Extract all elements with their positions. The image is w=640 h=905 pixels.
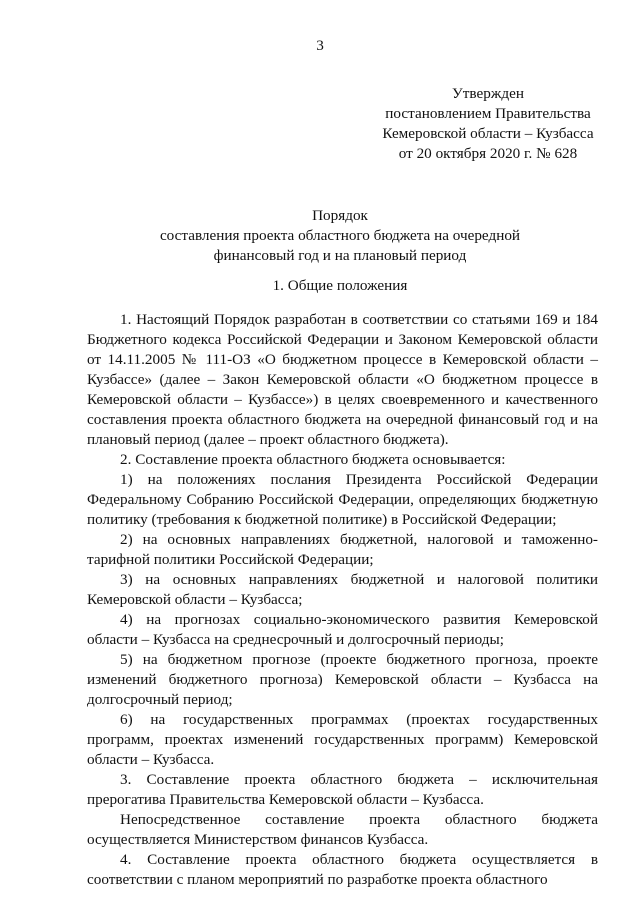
approval-line: постановлением Правительства: [385, 105, 591, 122]
paragraph: 4. Составление проекта областного бюджета осуществляется в соответствии с планом мероприятий по разработке проекта областного: [87, 851, 598, 888]
approval-block: [372, 84, 604, 164]
approval-line: Кемеровской области – Кузбасса: [382, 125, 594, 142]
document-title: [90, 206, 590, 266]
paragraph: 2. Составление проекта областного бюджета основывается:: [120, 451, 506, 468]
list-item: 1) на положениях послания Президента Российской Федерации Федеральному Собранию Российской Федерации, определяющих бюджетную политику (требования к бюджетной политике) в Российской Федерации;: [87, 471, 598, 528]
title-line: составления проекта областного бюджета на очередной: [159, 227, 521, 244]
list-item: 3) на основных направлениях бюджетной и налоговой политики Кемеровской области – Кузбасса;: [87, 571, 598, 608]
body-text: [87, 310, 598, 890]
title-line: финансовый год и на плановый период: [213, 247, 467, 264]
approval-line: Утвержден: [452, 85, 524, 102]
section-heading: 1. Общие положения: [272, 277, 408, 294]
list-item: 6) на государственных программах (проектах государственных программ, проектах изменений государственных программ) Кемеровской области – Кузбасса.: [87, 711, 598, 768]
paragraph: Непосредственное составление проекта областного бюджета осуществляется Министерством финансов Кузбасса.: [87, 811, 598, 848]
title-line: Порядок: [312, 207, 368, 224]
paragraph: 1. Настоящий Порядок разработан в соответствии со статьями 169 и 184 Бюджетного кодекса Российской Федерации и Законом Кемеровской области от 14.11.2005 № 111-ОЗ «О бюджетном процессе в Кемеровской области – Кузбассе» (далее – Закон Кемеровской области «О бюджетном процессе в Кемеровской области – Кузбассе») в целях своевременного и качественного составления проекта областного бюджета на очередной финансовый год и на плановый период (далее – проект областного бюджета).: [87, 311, 598, 448]
approval-line: от 20 октября 2020 г. № 628: [398, 145, 578, 162]
list-item: 5) на бюджетном прогнозе (проекте бюджетного прогноза, проекте изменений бюджетного прогноза) Кемеровской области – Кузбасса на долгосрочный период;: [87, 651, 598, 708]
paragraph: 3. Составление проекта областного бюджета – исключительная прерогатива Правительства Кемеровской области – Кузбасса.: [87, 771, 598, 808]
list-item: 2) на основных направлениях бюджетной, налоговой и таможенно-тарифной политики Российской Федерации;: [87, 531, 598, 568]
list-item: 4) на прогнозах социально-экономического развития Кемеровской области – Кузбасса на среднесрочный и долгосрочный периоды;: [87, 611, 598, 648]
page-number: 3: [316, 37, 324, 54]
